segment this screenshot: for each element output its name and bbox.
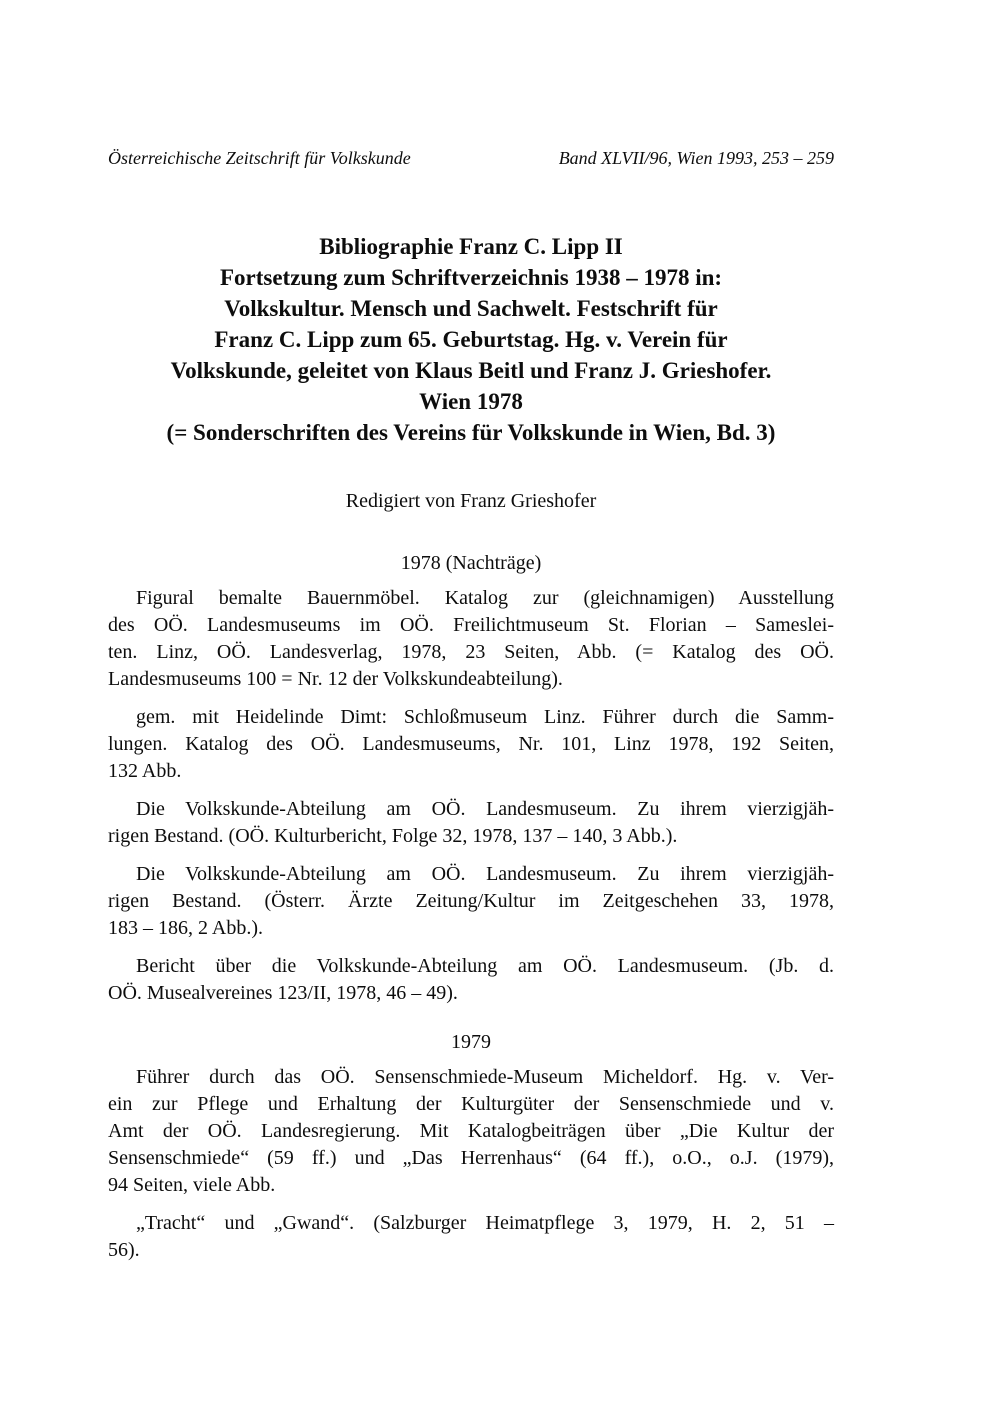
- article-title-line: Bibliographie Franz C. Lipp II: [319, 234, 623, 259]
- entry-line: 56).: [108, 1239, 140, 1261]
- entry-line: gem. mit Heidelinde Dimt: Schloßmuseum Linz. Führer durch die Samm-: [136, 706, 834, 728]
- entry-line: ein zur Pflege und Erhaltung der Kulturgüter der Sensenschmiede und v.: [108, 1093, 834, 1115]
- entry-line: rigen Bestand. (Österr. Ärzte Zeitung/Kultur im Zeitgeschehen 33, 1978,: [108, 890, 834, 912]
- section-heading: 1979: [451, 1031, 491, 1053]
- bibliography-section: [108, 550, 834, 1007]
- bibliography-entry: [108, 704, 834, 785]
- editor-line: Redigiert von Franz Grieshofer: [345, 490, 597, 512]
- article-title-line: Wien 1978: [419, 389, 523, 414]
- entry-line: OÖ. Musealvereines 123/II, 1978, 46 – 49).: [108, 982, 458, 1004]
- bibliography-sections: [108, 550, 834, 1264]
- entry-line: lungen. Katalog des OÖ. Landesmuseums, Nr. 101, Linz 1978, 192 Seiten,: [108, 733, 834, 755]
- bibliography-entry: [108, 953, 834, 1007]
- article-title-line: Volkskultur. Mensch und Sachwelt. Festschrift für: [224, 296, 718, 321]
- entry-line: 94 Seiten, viele Abb.: [108, 1174, 276, 1196]
- entry-line: ten. Linz, OÖ. Landesverlag, 1978, 23 Seiten, Abb. (= Katalog des OÖ.: [108, 641, 834, 663]
- entry-line: „Tracht“ und „Gwand“. (Salzburger Heimatpflege 3, 1979, H. 2, 51 –: [136, 1212, 834, 1234]
- entry-line: Amt der OÖ. Landesregierung. Mit Katalogbeiträgen über „Die Kultur der: [108, 1120, 834, 1142]
- entry-line: Sensenschmiede“ (59 ff.) und „Das Herrenhaus“ (64 ff.), o.O., o.J. (1979),: [108, 1147, 834, 1169]
- entry-line: Die Volkskunde-Abteilung am OÖ. Landesmuseum. Zu ihrem vierzigjäh-: [136, 798, 834, 820]
- article-title-line: (= Sonderschriften des Vereins für Volkskunde in Wien, Bd. 3): [166, 420, 776, 445]
- bibliography-entry: [108, 1210, 834, 1264]
- article-title-line: Volkskunde, geleitet von Klaus Beitl und Franz J. Grieshofer.: [170, 358, 772, 383]
- entry-line: Führer durch das OÖ. Sensenschmiede-Museum Micheldorf. Hg. v. Ver-: [136, 1066, 834, 1088]
- entry-line: 183 – 186, 2 Abb.).: [108, 917, 263, 939]
- bibliography-section: [108, 1029, 834, 1264]
- journal-title: Österreichische Zeitschrift für Volkskunde: [108, 148, 411, 168]
- journal-running-head: [108, 147, 834, 169]
- bibliography-entry: [108, 1064, 834, 1199]
- entry-line: Figural bemalte Bauernmöbel. Katalog zur (gleichnamigen) Ausstellung: [136, 587, 834, 609]
- entry-line: des OÖ. Landesmuseums im OÖ. Freilichtmuseum St. Florian – Sameslei-: [108, 614, 834, 636]
- entry-line: Landesmuseums 100 = Nr. 12 der Volkskundeabteilung).: [108, 668, 563, 690]
- bibliography-entry: [108, 796, 834, 850]
- entry-line: Bericht über die Volkskunde-Abteilung am OÖ. Landesmuseum. (Jb. d.: [136, 955, 834, 977]
- entry-line: rigen Bestand. (OÖ. Kulturbericht, Folge 32, 1978, 137 – 140, 3 Abb.).: [108, 825, 678, 847]
- article-title-line: Fortsetzung zum Schriftverzeichnis 1938 – 1978 in:: [219, 265, 723, 290]
- section-heading: 1978 (Nachträge): [400, 552, 542, 574]
- bibliography-entry: [108, 861, 834, 942]
- article-title-line: Franz C. Lipp zum 65. Geburtstag. Hg. v. Verein für: [214, 327, 728, 352]
- article-title-block: [108, 231, 834, 448]
- entry-line: Die Volkskunde-Abteilung am OÖ. Landesmuseum. Zu ihrem vierzigjäh-: [136, 863, 834, 885]
- journal-issue-info: Band XLVII/96, Wien 1993, 253 – 259: [558, 148, 834, 168]
- bibliography-entry: [108, 585, 834, 693]
- entry-line: 132 Abb.: [108, 760, 182, 782]
